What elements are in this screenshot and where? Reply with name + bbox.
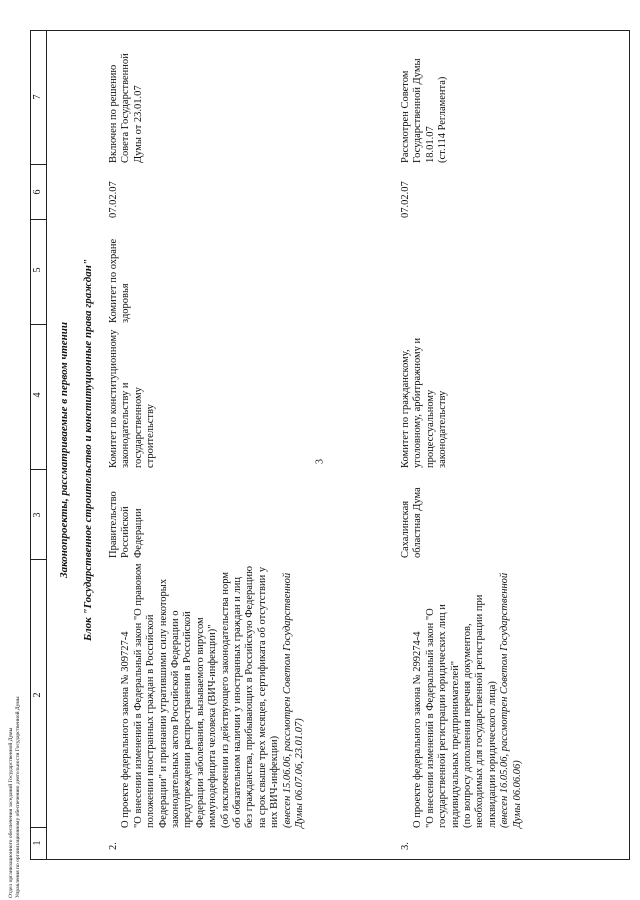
row-2-status: Включен по решению Совета Государственной Думы от 23.01.07 — [108, 53, 144, 163]
row-3-description-text: О проекте федерального закона № 299274-4 "О внесении изменений в Федеральный закон "О государственной регистрации юридических лиц и индивидуальных предпринимателей" (по вопросу дополнения перечня документов, необходимых для государственной регистрации при ликвидации юридического лица) — [412, 594, 498, 828]
col-sep-3 — [30, 469, 46, 470]
col-number-1: 1 — [32, 840, 43, 846]
footer-line-1: Отдел организационного обеспечения заседаний Государственной Думы — [8, 727, 14, 898]
col-sep-4 — [30, 324, 46, 325]
row-2-co-committee: Комитет по охране здоровья — [108, 238, 132, 323]
col-number-4: 4 — [32, 392, 43, 398]
rotated-table-sheet — [0, 20, 640, 880]
col-number-2: 2 — [32, 692, 43, 698]
row-2-initiator: Правительство Российской Федерации — [108, 491, 144, 558]
row-3-initiator: Сахалинская областная Дума — [400, 487, 424, 558]
block-title: Блок "Государственное строительство и конституционные права граждан" — [82, 259, 94, 641]
row-2-number: 2. — [108, 842, 119, 850]
col-number-7: 7 — [32, 94, 43, 100]
footer — [8, 696, 28, 900]
row-2-note: (внесен 15.06.06, рассмотрен Советом Государственной Думы 06.07.06, 23.01.07) — [281, 572, 306, 828]
col-number-3: 3 — [32, 512, 43, 518]
row-3-number: 3. — [400, 842, 411, 850]
row-3-note: (внесен 16.05.06, рассмотрен Советом Государственной Думы 06.06.06) — [499, 572, 523, 828]
row-2-committee: Комитет по конституционному законодательству и государственному строительству — [108, 329, 157, 468]
row-3-status: Рассмотрен Советом Государственной Думы 18.01.07 (ст.114 Регламента) — [400, 58, 449, 163]
row-3-date: 07.02.07 — [400, 181, 411, 218]
row-3-description — [400, 563, 536, 828]
col-sep-2 — [30, 559, 46, 560]
section-title: Законопроекты, рассматриваемые в первом чтении — [58, 322, 70, 578]
col-number-6: 6 — [32, 189, 43, 195]
col-sep-6 — [30, 164, 46, 165]
footer-line-2: Управления по организационному обеспечению деятельности Государственной Думы — [15, 696, 21, 898]
row-2-date: 07.02.07 — [108, 181, 119, 218]
row-3-committee: Комитет по гражданскому, уголовному, арбитражному и процессуальному законодательству — [400, 337, 449, 468]
col-number-5: 5 — [32, 267, 43, 273]
header-row-line — [46, 30, 47, 860]
row-2-description-text: О проекте федерального закона № 309727-4 "О внесении изменений в Федеральный закон "О правовом положении иностранных граждан в Российской Федерации" и признании утратившими силу некоторых законодательных актов Российской Федерации о предупреждении распространения в Российской Федерации заболевания, вызываемого вирусом иммунодефицита человека (ВИЧ-инфекции)" (об исключении из действующего законодательства норм об обязательном наличии у иностранных граждан и лиц без гражданства, прибывающих в Российскую Федерацию на срок свыше трех месяцев, сертификата об отсутствии у них ВИЧ-инфекции) — [120, 563, 281, 828]
page-number: 3 — [314, 459, 326, 464]
row-2-description — [108, 563, 319, 828]
col-sep-5 — [30, 219, 46, 220]
